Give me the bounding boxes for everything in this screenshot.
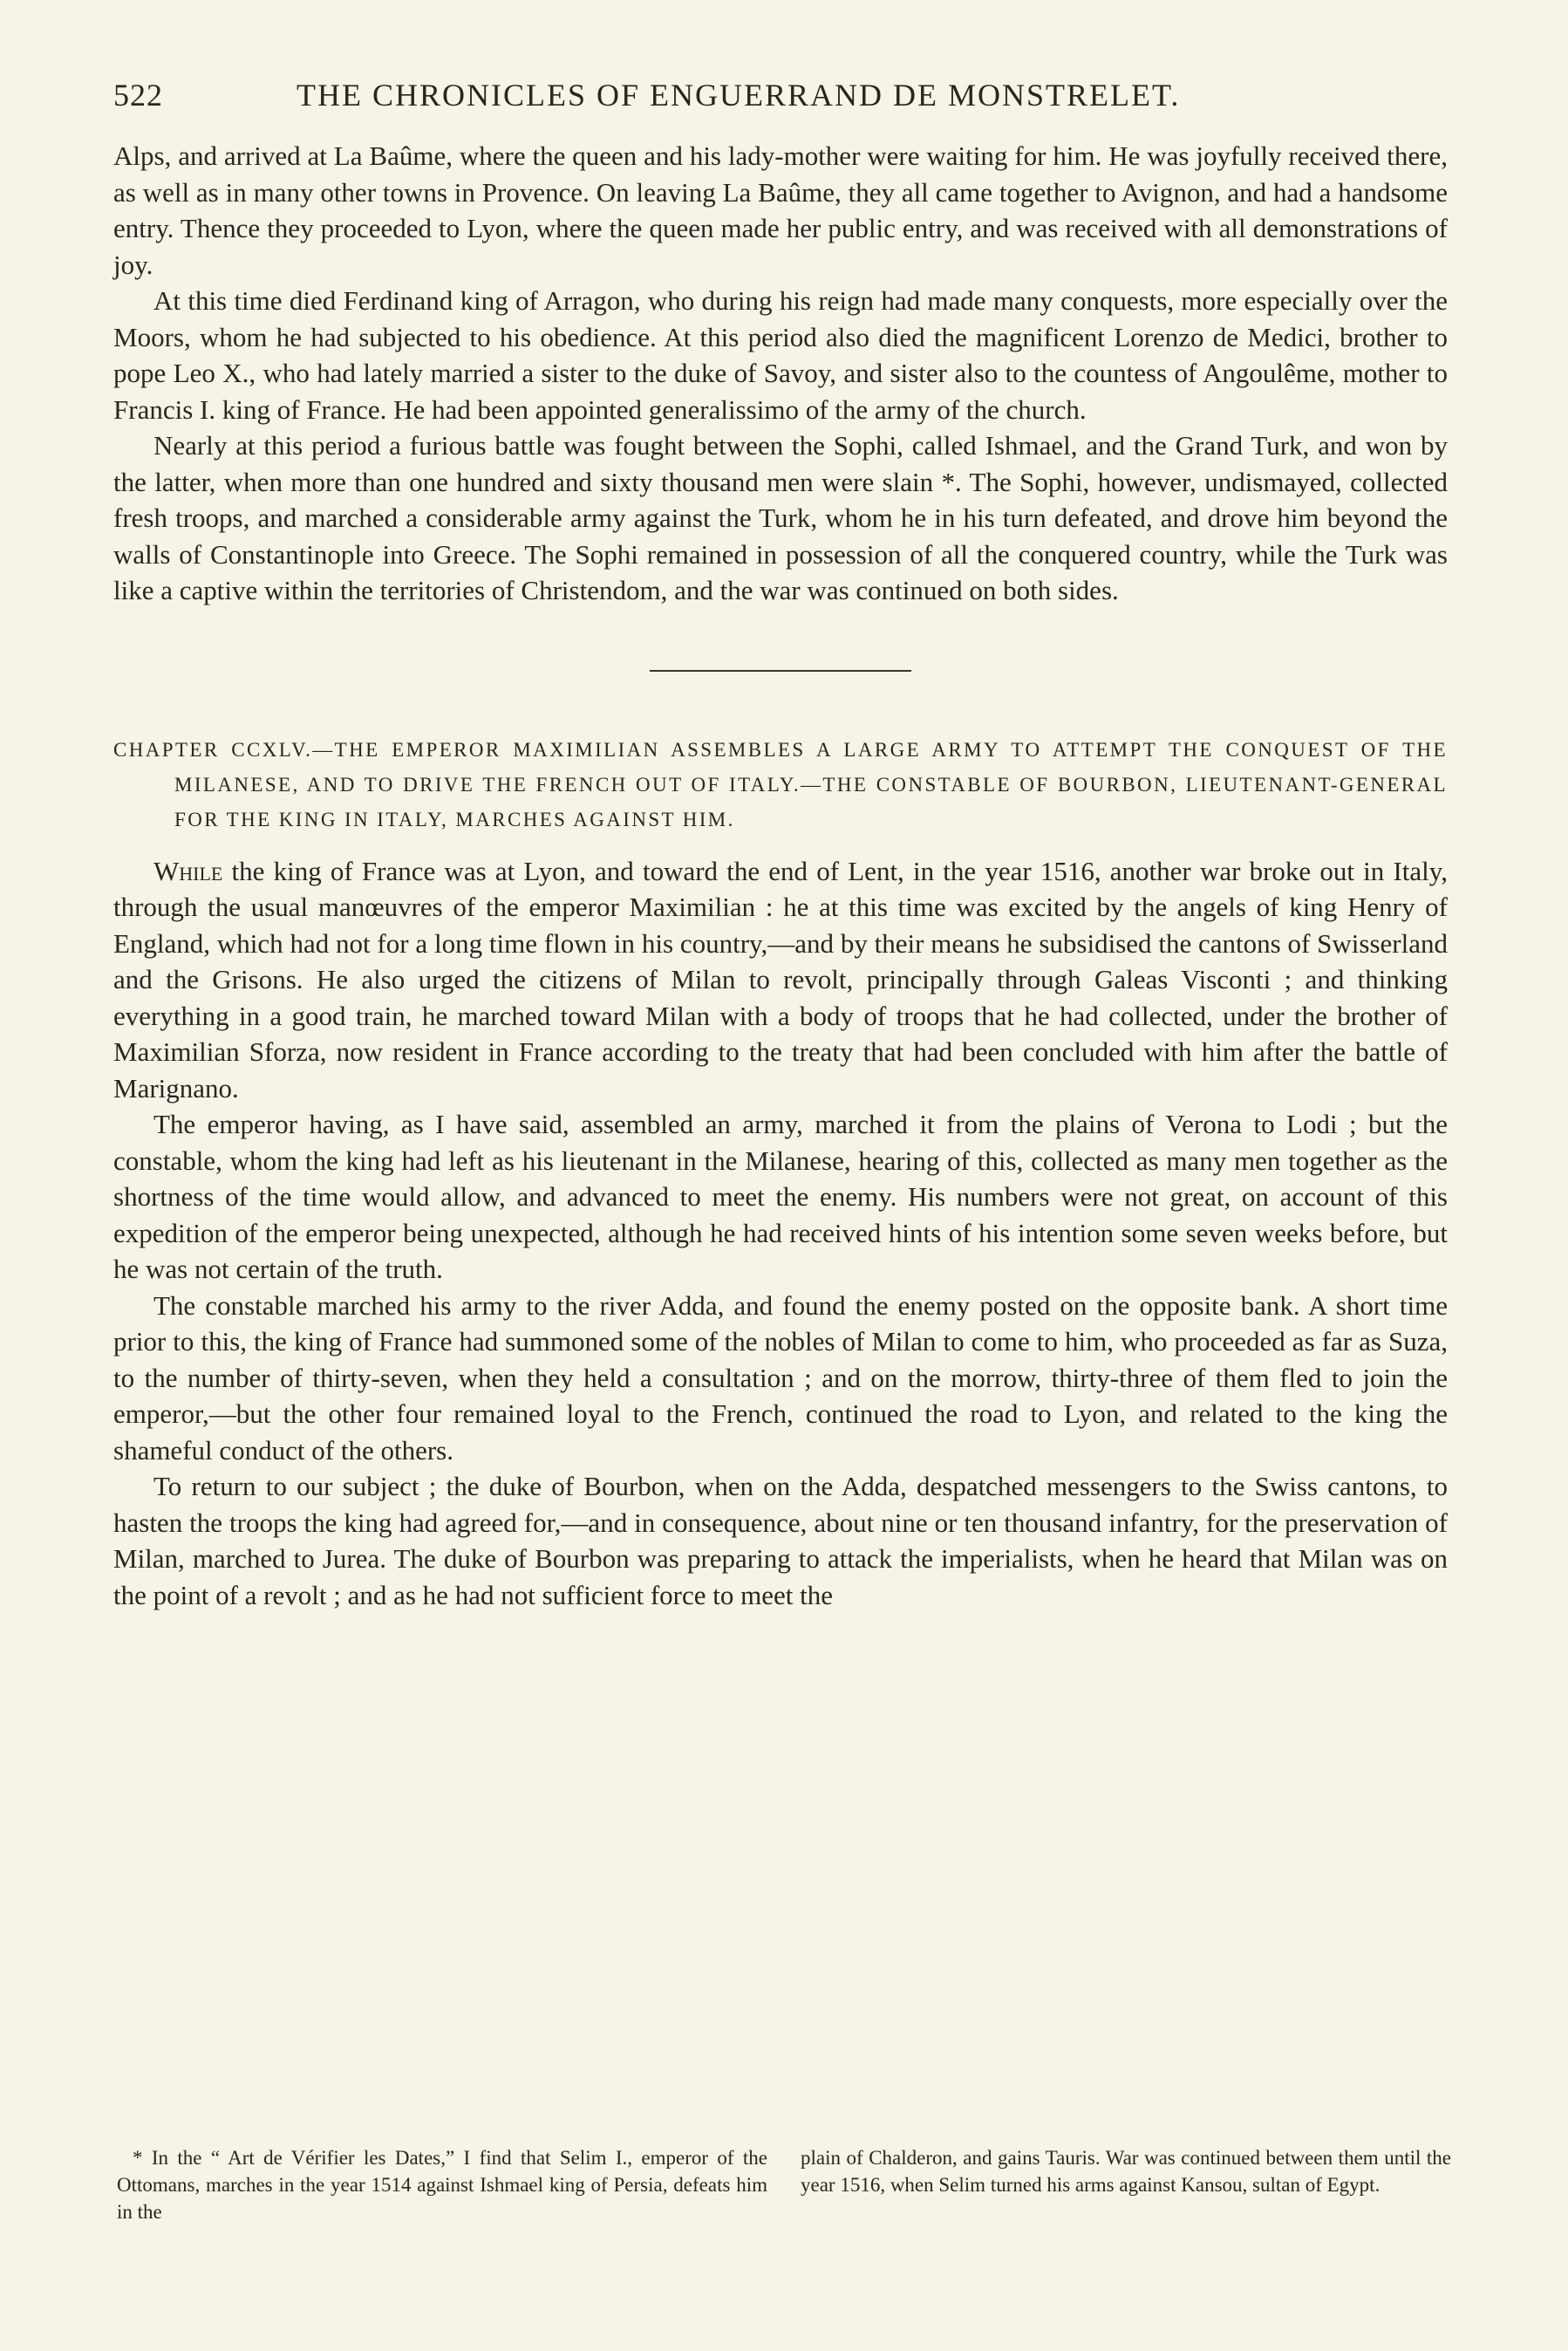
footnote [117, 2144, 1451, 2225]
page-number: 522 [113, 78, 163, 113]
top-section [113, 138, 1448, 609]
opening-text: the king of France was at Lyon, and toward the end of Lent, in the year 1516, another war broke out in Italy, through the usual manœuvres of the emperor Maximilian : he at this time was excited by the angels of king Henry of England, which had not for a long time flown in his country,—and by their means he subsidised the cantons of Swisserland and the Grisons. He also urged the citizens of Milan to revolt, principally through Galeas Visconti ; and thinking everything in a good train, he marched toward Milan with a body of troops that he had collected, under the brother of Maximilian Sforza, now resident in France according to the treaty that had been concluded with him after the battle of Marignano. [113, 855, 1448, 1104]
paragraph-ferdinand: At this time died Ferdinand king of Arragon, who during his reign had made many conquests, more especially over the Moors, whom he had subjected to his obedience. At this period also died the magnificent Lorenzo de Medici, brother to pope Leo X., who had lately married a sister to the duke of Savoy, and sister also to the countess of Angoulême, mother to Francis I. king of France. He had been appointed generalissimo of the army of the church. [113, 285, 1448, 425]
paragraph-continued: Alps, and arrived at La Baûme, where the queen and his lady-mother were waiting for him. He was joyfully received there, as well as in many other towns in Provence. On leaving La Baûme, they all came together to Avignon, and had a handsome entry. Thence they proceeded to Lyon, where the queen made her public entry, and was received with all demonstrations of joy. [113, 140, 1448, 280]
book-page [113, 70, 1448, 1613]
paragraph-constable-adda: The constable marched his army to the river Adda, and found the enemy posted on the opposite bank. A short time prior to this, the king of France had summoned some of the nobles of Milan to come to him, who proceeded as far as Suza, to the number of thirty-seven, when they held a consultation ; and on the morrow, thirty-three of them fled to join the emperor,—but the other four remained loyal to the French, continued the road to Lyon, and related to the king the shameful conduct of the others. [113, 1289, 1448, 1466]
paragraph-chapter-opening [113, 853, 1448, 1107]
footnote-column-left: * In the “ Art de Vérifier les Dates,” I find that Selim I., emperor of the Ottomans, marches in the year 1514 against Ishmael king of Persia, defeats him in the [117, 2147, 767, 2223]
chapter-heading: CHAPTER CCXLV.—THE EMPEROR MAXIMILIAN ASSEMBLES A LARGE ARMY TO ATTEMPT THE CONQUEST OF THE MILANESE, AND TO DRIVE THE FRENCH OUT OF ITALY.—THE CONSTABLE OF BOURBON, LIEUTENANT-GENERAL FOR THE KING IN ITALY, MARCHES AGAINST HIM. [113, 738, 1448, 830]
chapter-body [113, 853, 1448, 1614]
paragraph-emperor-army: The emperor having, as I have said, assembled an army, marched it from the plains of Verona to Lodi ; but the constable, whom the king had left as his lieutenant in the Milanese, hearing of this, collected as many men together as the shortness of the time would allow, and advanced to meet the enemy. His numbers were not great, on account of this expedition of the emperor being unexpected, although he had received hints of his intention some seven weeks before, but he was not certain of the truth. [113, 1109, 1448, 1284]
section-divider [650, 670, 911, 672]
running-head [113, 70, 1448, 122]
paragraph-sophi-battle: Nearly at this period a furious battle was fought between the Sophi, called Ishmael, and the Grand Turk, and won by the latter, when more than one hundred and sixty thousand men were slain *. The Sophi, however, undismayed, collected fresh troops, and marched a considerable army against the Turk, whom he in his turn defeated, and drove him beyond the walls of Constantinople into Greece. The Sophi remained in possession of all the conquered country, while the Turk was like a captive within the territories of Christendom, and the war was continued on both sides. [113, 430, 1448, 605]
footnote-column-right: plain of Chalderon, and gains Tauris. War was continued between them until the year 1516, when Selim turned his arms against Kansou, sultan of Egypt. [801, 2147, 1451, 2196]
paragraph-duke-bourbon: To return to our subject ; the duke of Bourbon, when on the Adda, despatched messengers to the Swiss cantons, to hasten the troops the king had agreed for,—and in consequence, about nine or ten thousand infantry, for the preservation of Milan, marched to Jurea. The duke of Bourbon was preparing to attack the imperialists, when he heard that Milan was on the point of a revolt ; and as he had not sufficient force to meet the [113, 1471, 1448, 1610]
opening-word: While [153, 855, 223, 886]
running-title: THE CHRONICLES OF ENGUERRAND DE MONSTRELET. [297, 78, 1181, 113]
